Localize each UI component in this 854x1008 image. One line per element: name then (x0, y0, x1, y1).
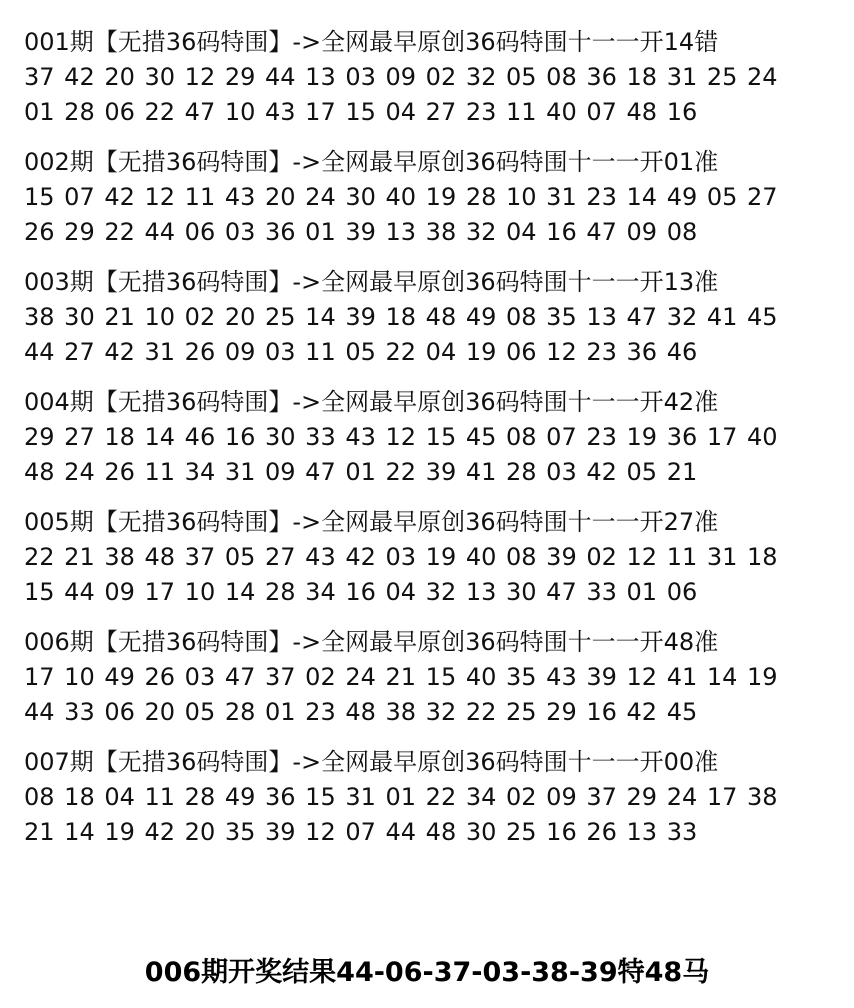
entry-003 (24, 265, 834, 385)
entry-002 (24, 145, 834, 265)
entry-006 (24, 625, 834, 745)
entry-header: 002期【无措36码特围】->全网最早原创36码特围十一一开01准 (24, 148, 719, 176)
entry-header: 004期【无措36码特围】->全网最早原创36码特围十一一开42准 (24, 388, 719, 416)
entry-numbers-line-1: 17 10 49 26 03 47 37 02 24 21 15 40 35 43 39 12 41 14 19 (24, 663, 778, 691)
entry-header: 005期【无措36码特围】->全网最早原创36码特围十一一开27准 (24, 508, 719, 536)
entry-numbers-line-2: 48 24 26 11 34 31 09 47 01 22 39 41 28 03 42 05 21 (24, 458, 698, 486)
entry-header: 006期【无措36码特围】->全网最早原创36码特围十一一开48准 (24, 628, 719, 656)
entry-header: 001期【无措36码特围】->全网最早原创36码特围十一一开14错 (24, 28, 719, 56)
entry-numbers-line-2: 21 14 19 42 20 35 39 12 07 44 48 30 25 16 26 13 33 (24, 818, 698, 846)
entry-numbers-line-1: 08 18 04 11 28 49 36 15 31 01 22 34 02 09 37 29 24 17 38 (24, 783, 778, 811)
entry-007 (24, 745, 834, 865)
entry-header: 007期【无措36码特围】->全网最早原创36码特围十一一开00准 (24, 748, 719, 776)
entry-numbers-line-1: 38 30 21 10 02 20 25 14 39 18 48 49 08 35 13 47 32 41 45 (24, 303, 778, 331)
entry-numbers-line-1: 29 27 18 14 46 16 30 33 43 12 15 45 08 07 23 19 36 17 40 (24, 423, 778, 451)
entry-numbers-line-1: 15 07 42 12 11 43 20 24 30 40 19 28 10 31 23 14 49 05 27 (24, 183, 778, 211)
entry-numbers-line-1: 22 21 38 48 37 05 27 43 42 03 19 40 08 39 02 12 11 31 18 (24, 543, 778, 571)
draw-result-footer: 006期开奖结果44-06-37-03-38-39特48马 (144, 957, 710, 988)
entry-numbers-line-2: 44 27 42 31 26 09 03 11 05 22 04 19 06 12 23 36 46 (24, 338, 698, 366)
entry-001 (24, 25, 834, 145)
entry-numbers-line-2: 44 33 06 20 05 28 01 23 48 38 32 22 25 29 16 42 45 (24, 698, 698, 726)
entry-004 (24, 385, 834, 505)
entry-numbers-line-2: 15 44 09 17 10 14 28 34 16 04 32 13 30 47 33 01 06 (24, 578, 698, 606)
entry-numbers-line-2: 26 29 22 44 06 03 36 01 39 13 38 32 04 16 47 09 08 (24, 218, 698, 246)
entry-005 (24, 505, 834, 625)
entry-header: 003期【无措36码特围】->全网最早原创36码特围十一一开13准 (24, 268, 719, 296)
entry-list (24, 25, 834, 865)
entry-numbers-line-1: 37 42 20 30 12 29 44 13 03 09 02 32 05 08 36 18 31 25 24 (24, 63, 778, 91)
entry-numbers-line-2: 01 28 06 22 47 10 43 17 15 04 27 23 11 40 07 48 16 (24, 98, 698, 126)
